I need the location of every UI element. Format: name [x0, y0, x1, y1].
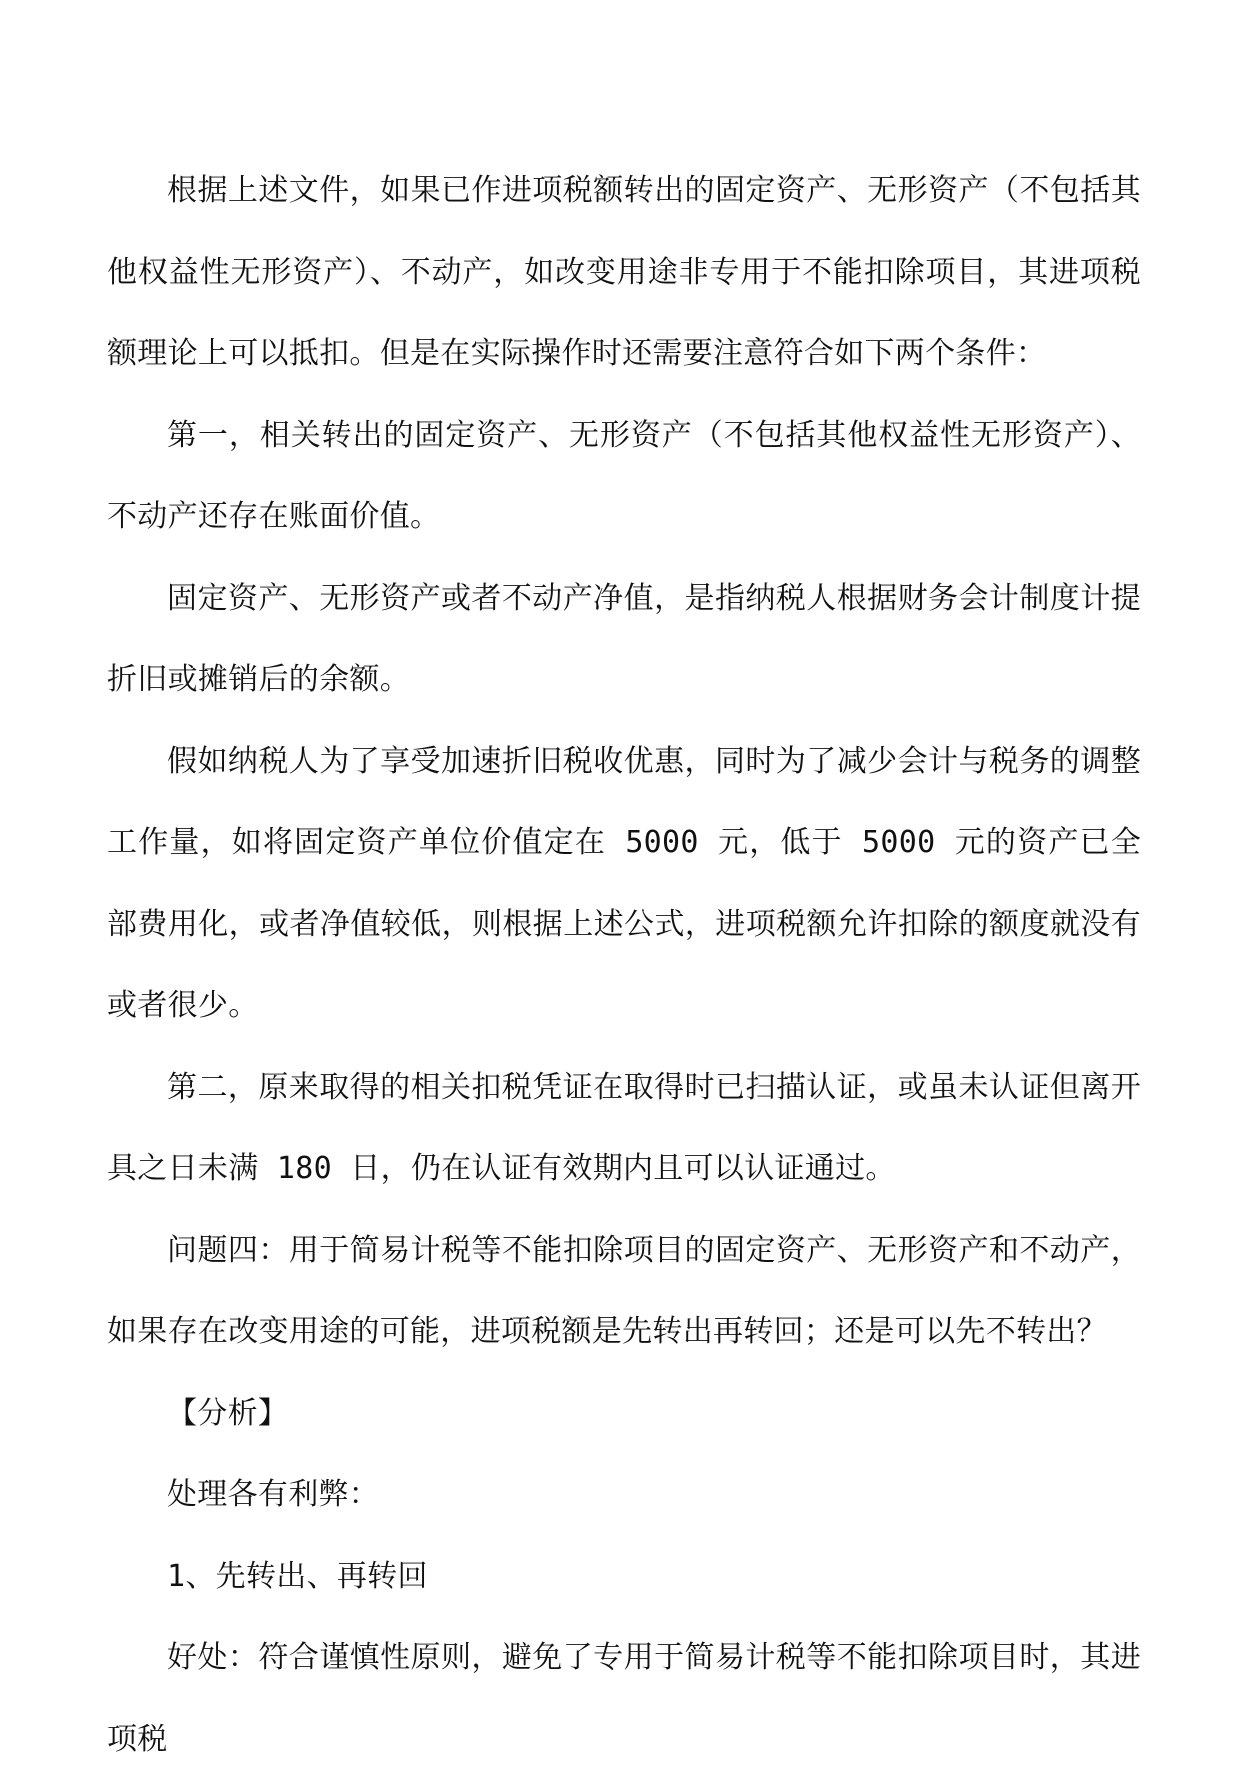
paragraph-benefit: 好处：符合谨慎性原则，避免了专用于简易计税等不能扣除项目时，其进项税	[107, 1640, 1141, 1757]
paragraph-analysis-heading: 【分析】	[167, 1395, 289, 1431]
paragraph-condition-two: 第二，原来取得的相关扣税凭证在取得时已扫描认证，或虽未认证但离开具之日未满 180 日，仍在认证有效期内且可以认证通过。	[107, 1069, 1141, 1186]
paragraph-option-one: 1、先转出、再转回	[167, 1558, 428, 1594]
paragraph-condition-one: 第一，相关转出的固定资产、无形资产（不包括其他权益性无形资产）、不动产还存在账面价值。	[107, 417, 1141, 534]
paragraph-accelerated-depreciation: 假如纳税人为了享受加速折旧税收优惠，同时为了减少会计与税务的调整工作量，如将固定资产单位价值定在 5000 元，低于 5000 元的资产已全部费用化，或者净值较低，则根据上述公式，进项税额允许扣除的额度就没有或者很少。	[107, 743, 1141, 1023]
paragraph-conditions-intro: 根据上述文件，如果已作进项税额转出的固定资产、无形资产（不包括其他权益性无形资产）、不动产，如改变用途非专用于不能扣除项目，其进项税额理论上可以抵扣。但是在实际操作时还需要注意符合如下两个条件：	[107, 173, 1141, 371]
paragraph-net-value-definition: 固定资产、无形资产或者不动产净值，是指纳税人根据财务会计制度计提折旧或摊销后的余额。	[107, 580, 1141, 697]
document-body	[107, 150, 1141, 1780]
paragraph-question-four: 问题四：用于简易计税等不能扣除项目的固定资产、无形资产和不动产，如果存在改变用途的可能，进项税额是先转出再转回；还是可以先不转出？	[107, 1232, 1141, 1349]
paragraph-pros-cons: 处理各有利弊：	[167, 1477, 380, 1512]
